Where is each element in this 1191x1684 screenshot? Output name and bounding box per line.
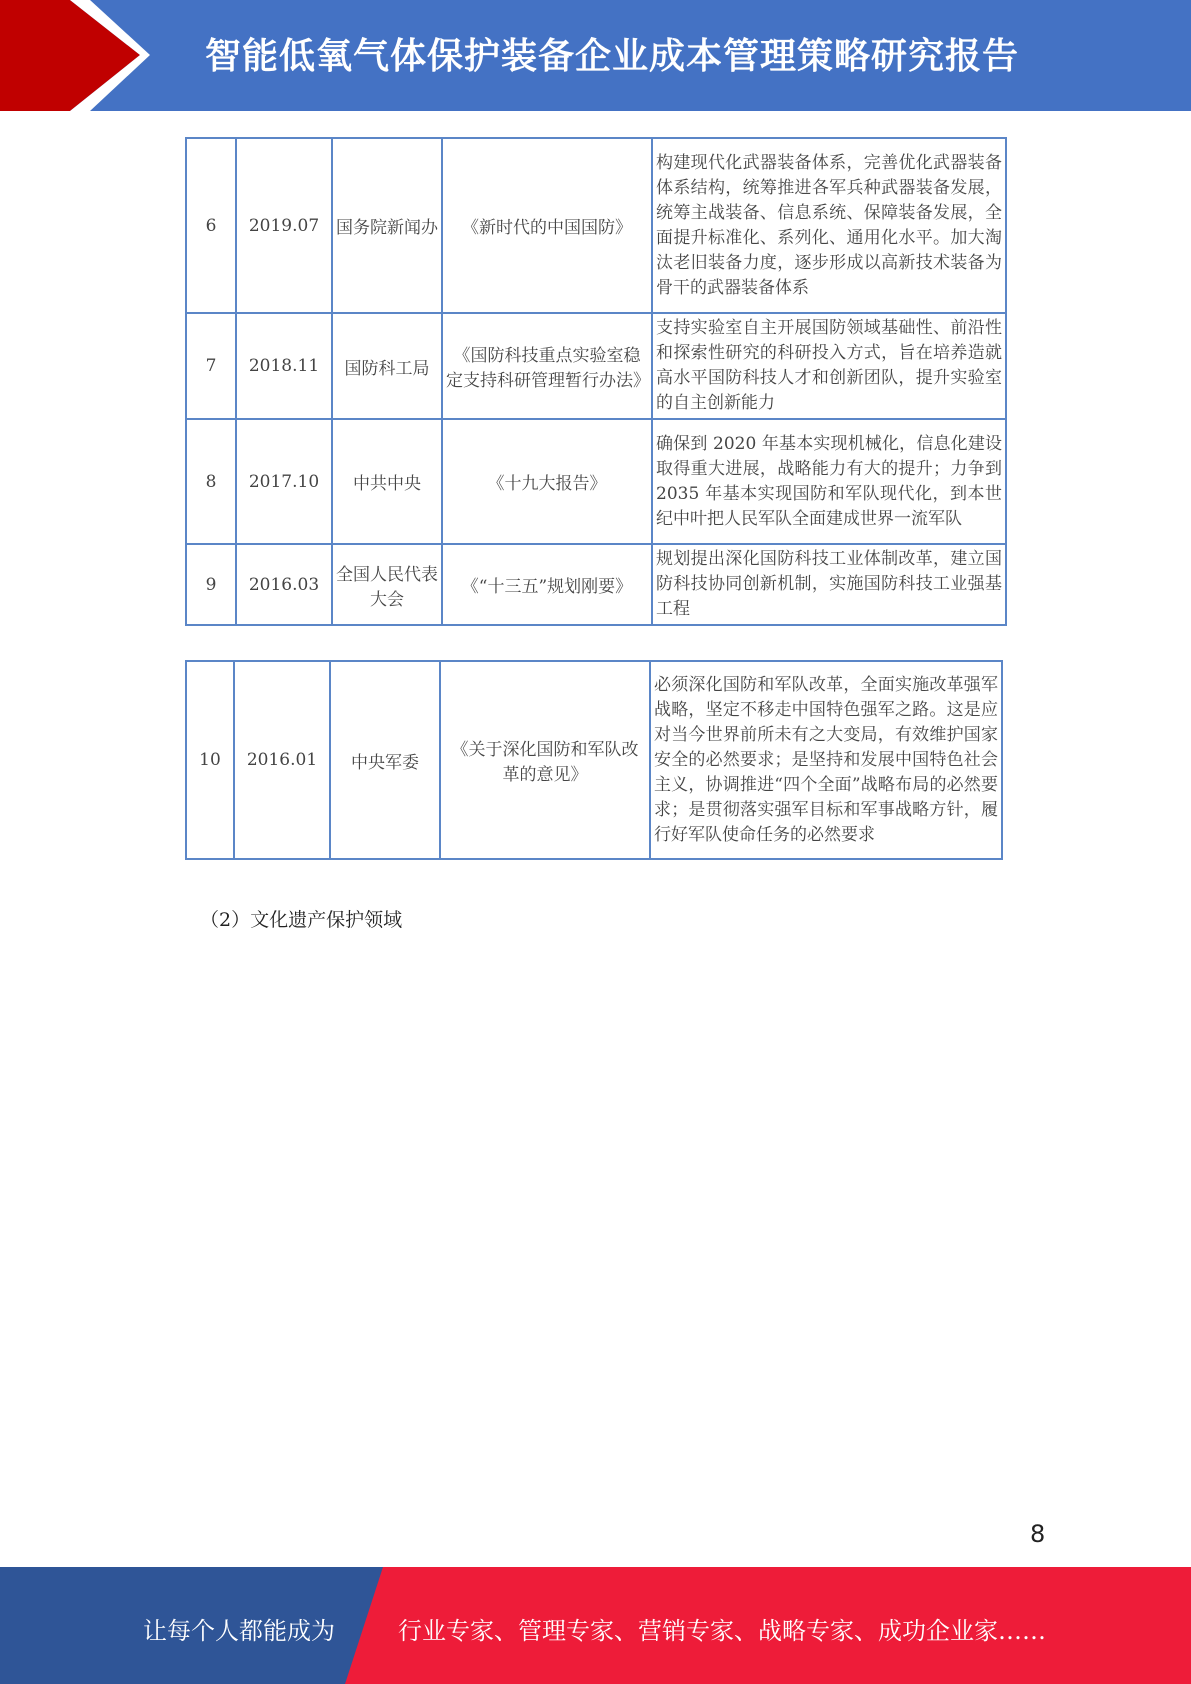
row-date: 2016.03	[236, 544, 332, 625]
policy-table-1	[185, 137, 1007, 626]
row-number: 6	[186, 138, 236, 313]
row-issuer: 中央军委	[330, 661, 440, 859]
row-issuer: 国防科工局	[332, 313, 442, 419]
policy-table-2	[185, 660, 1003, 860]
row-number: 9	[186, 544, 236, 625]
row-issuer: 中共中央	[332, 419, 442, 544]
row-document: 《十九大报告》	[442, 419, 652, 544]
row-date: 2018.11	[236, 313, 332, 419]
row-number: 10	[186, 661, 234, 859]
table-row	[186, 661, 1002, 859]
row-content: 确保到 2020 年基本实现机械化，信息化建设取得重大进展，战略能力有大的提升；力争到 2035 年基本实现国防和军队现代化，到本世纪中叶把人民军队全面建成世界一流军队	[652, 419, 1006, 544]
row-number: 7	[186, 313, 236, 419]
row-date: 2017.10	[236, 419, 332, 544]
page-number: 8	[1030, 1520, 1046, 1548]
footer-slogan-right: 行业专家、管理专家、营销专家、战略专家、成功企业家……	[398, 1617, 1046, 1645]
row-content: 必须深化国防和军队改革，全面实施改革强军战略，坚定不移走中国特色强军之路。这是应对当今世界前所未有之大变局，有效维护国家安全的必然要求；是坚持和发展中国特色社会主义，协调推进“四个全面”战略布局的必然要求；是贯彻落实强军目标和军事战略方针，履行好军队使命任务的必然要求	[650, 661, 1002, 859]
header-arrow-decoration	[0, 0, 150, 111]
table-row	[186, 544, 1006, 625]
row-content: 支持实验室自主开展国防领域基础性、前沿性和探索性研究的科研投入方式，旨在培养造就高水平国防科技人才和创新团队，提升实验室的自主创新能力	[652, 313, 1006, 419]
row-number: 8	[186, 419, 236, 544]
row-date: 2016.01	[234, 661, 330, 859]
section-heading: （2）文化遗产保护领域	[200, 909, 403, 931]
table-row	[186, 419, 1006, 544]
row-date: 2019.07	[236, 138, 332, 313]
row-document: 《新时代的中国国防》	[442, 138, 652, 313]
table-row	[186, 313, 1006, 419]
row-content: 构建现代化武器装备体系，完善优化武器装备体系结构，统筹推进各军兵种武器装备发展，统筹主战装备、信息系统、保障装备发展，全面提升标准化、系列化、通用化水平。加大淘汰老旧装备力度，逐步形成以高新技术装备为骨干的武器装备体系	[652, 138, 1006, 313]
row-document: 《“十三五”规划刚要》	[442, 544, 652, 625]
row-document: 《关于深化国防和军队改革的意见》	[440, 661, 650, 859]
row-document: 《国防科技重点实验室稳定支持科研管理暂行办法》	[442, 313, 652, 419]
footer-slogan-left: 让每个人都能成为	[143, 1617, 335, 1645]
row-content: 规划提出深化国防科技工业体制改革，建立国防科技协同创新机制，实施国防科技工业强基工程	[652, 544, 1006, 625]
row-issuer: 国务院新闻办	[332, 138, 442, 313]
table-row	[186, 138, 1006, 313]
page-header	[0, 0, 1191, 111]
report-title: 智能低氧气体保护装备企业成本管理策略研究报告	[205, 36, 1020, 77]
row-issuer: 全国人民代表大会	[332, 544, 442, 625]
